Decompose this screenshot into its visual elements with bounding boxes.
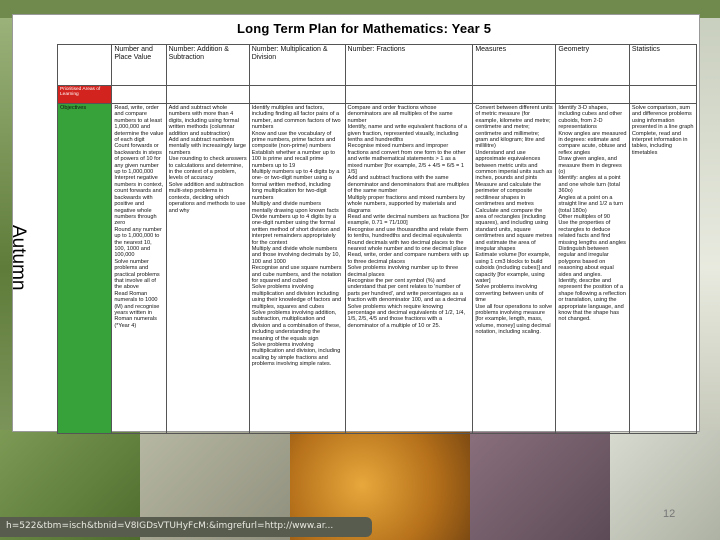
objective-text: Read Roman numerals to 1000 (M) and recognise years written in Roman numerals (*Year 4) bbox=[114, 290, 160, 329]
objective-text: Calculate and compare the area of rectangles (including squares), and including using standard units, square centimetres and square metres and estimate the area of irregular shapes bbox=[475, 207, 553, 252]
priority-cell bbox=[556, 86, 629, 104]
document-title: Long Term Plan for Mathematics: Year 5 bbox=[237, 21, 492, 36]
objective-text: Measure and calculate the perimeter of composite rectilinear shapes in centimetres and metres bbox=[475, 181, 541, 208]
objectives-label: Objectives bbox=[58, 104, 112, 434]
priority-cell bbox=[629, 86, 696, 104]
objective-text: Use all four operations to solve problems involving measure [for example, length, mass, volume, money] using decimal notation, including scaling. bbox=[475, 303, 553, 336]
objective-text: Identify 3-D shapes, including cubes and other cuboids, from 2-D representations bbox=[558, 105, 623, 131]
background-photo bbox=[610, 430, 720, 540]
objective-text: Other multiples of 90 bbox=[558, 213, 611, 220]
objectives-cell bbox=[556, 104, 629, 434]
priority-cell bbox=[345, 86, 473, 104]
objective-text: Identify: angles at a point and one whole turn (total 360o) bbox=[558, 175, 621, 195]
objectives-cell bbox=[629, 104, 696, 434]
objective-text: Add and subtract numbers mentally with increasingly large numbers bbox=[168, 137, 247, 156]
objective-text: Identify multiples and factors, including finding all factor pairs of a number, and common factors of two numbers bbox=[251, 105, 341, 131]
objective-text: Solve comparison, sum and difference problems using information presented in a line graph bbox=[631, 105, 694, 131]
column-header: Number: Multiplication & Division bbox=[249, 45, 345, 86]
header-row bbox=[58, 45, 697, 86]
objective-text: Know angles are measured in degrees: estimate and compare acute, obtuse and reflex angles bbox=[558, 130, 627, 156]
objective-text: Solve problems involving addition, subtraction, multiplication and division and a combination of these, including understanding the meaning of the equals sign bbox=[251, 310, 341, 342]
objective-text: Compare and order fractions whose denominators are all multiples of the same number bbox=[347, 105, 453, 124]
objective-text: Read, write, order and compare numbers with up to three decimal places bbox=[347, 252, 469, 265]
priority-cell bbox=[473, 86, 556, 104]
objective-text: Angles at a point on a straight line and 1/2 a turn (total 180o) bbox=[558, 194, 624, 214]
objective-text: Divide numbers up to 4 digits by a one-digit number using the formal written method of short division and interpret remainders appropriately for the context bbox=[251, 213, 340, 246]
objective-text: Recognise the per cent symbol (%) and understand that per cent relates to 'number of parts per hundred', and write percentages as a fraction with denominator 100, and as a decimal bbox=[347, 277, 467, 304]
objective-text: Recognise and use square numbers and cube numbers, and the notation for squared and cubed bbox=[251, 265, 342, 284]
objective-text: Interpret negative numbers in context, count forwards and backwards with positive and negative whole numbers through zero bbox=[114, 175, 164, 227]
objectives-cell bbox=[473, 104, 556, 434]
column-header: Geometry bbox=[556, 45, 629, 86]
column-header: Statistics bbox=[629, 45, 696, 86]
objective-text: Round any number up to 1,000,000 to the nearest 10, 100, 1000 and 100,000 bbox=[114, 226, 162, 259]
objective-text: Establish whether a number up to 100 is prime and recall prime numbers up to 19 bbox=[251, 149, 336, 169]
objective-text: Solve problems involving converting between units of time bbox=[475, 284, 544, 304]
objectives-cell bbox=[249, 104, 345, 434]
objective-text: Solve addition and subtraction multi-step problems in contexts, deciding which operations and methods to use and why bbox=[168, 181, 246, 214]
objective-text: Distinguish between regular and irregular polygons based on reasoning about equal sides and angles. bbox=[558, 245, 614, 278]
objectives-cell bbox=[112, 104, 166, 434]
objective-text: Know and use the vocabulary of prime numbers, prime factors and composite (non-prime) numbers bbox=[251, 130, 336, 150]
background-photo bbox=[470, 430, 610, 540]
season-label: Autumn bbox=[8, 225, 29, 291]
priority-cell bbox=[249, 86, 345, 104]
objective-text: Multiply proper fractions and mixed numbers by whole numbers, supported by materials and diagrams bbox=[347, 194, 466, 214]
column-header: Number: Fractions bbox=[345, 45, 473, 86]
column-header: Number and Place Value bbox=[112, 45, 166, 86]
priority-label: Prioritised Areas of Learning bbox=[58, 86, 112, 104]
objective-text: Solve number problems and practical problems that involve all of the above bbox=[114, 258, 160, 291]
objective-text: Solve problems involving number up to three decimal places bbox=[347, 265, 459, 278]
priority-cell bbox=[112, 86, 166, 104]
priority-row bbox=[58, 86, 697, 104]
slide-page-number: 12 bbox=[663, 508, 676, 520]
objective-text: Add and subtract fractions with the same denominator and denominators that are multiples of the same number bbox=[347, 175, 470, 195]
objective-text: Solve problems involving multiplication and division, including scaling by simple fractions and problems involving simple rates. bbox=[251, 342, 341, 368]
objective-text: Convert between different units of metric measure (for example, kilometre and metre; centimetre and metre; centimetre and millimetre; gram and kilogram; litre and millilitre) bbox=[475, 105, 553, 150]
long-term-plan-document bbox=[8, 14, 700, 432]
objective-text: Recognise and use thousandths and relate them to tenths, hundredths and decimal equivalents bbox=[347, 226, 468, 240]
plan-table bbox=[57, 44, 697, 434]
objectives-cell bbox=[345, 104, 473, 434]
objective-text: Multiply numbers up to 4 digits by a one- or two-digit number using a formal written method, including long multiplication for two-digit numbers bbox=[251, 169, 340, 201]
column-header: Number: Addition & Subtraction bbox=[166, 45, 249, 86]
objective-text: Draw given angles, and measure them in degrees (o) bbox=[558, 156, 622, 176]
objective-text: Solve problems which require knowing percentage and decimal equivalents of 1/2, 1/4, 1/5, 2/5, 4/5 and those fractions with a denominator of a multiple of 10 or 25. bbox=[347, 303, 466, 329]
objective-text: Understand and use approximate equivalences between metric units and common imperial units such as inches, pounds and pints bbox=[475, 149, 553, 182]
objective-text: Read and write decimal numbers as fractions [for example, 0.71 = 71/100] bbox=[347, 213, 470, 227]
objective-text: Identify, describe and represent the position of a shape following a reflection or translation, using the appropriate language, and know that the shape has not changed. bbox=[558, 277, 626, 323]
browser-status-url[interactable]: h=522&tbm=isch&tbnid=V8IGDsVTUHyFcM:&imgrefurl=http://www.ar... bbox=[0, 517, 372, 537]
objectives-cell bbox=[166, 104, 249, 434]
objective-text: Recognise mixed numbers and improper fractions and convert from one form to the other and write mathematical statements > 1 as a mixed number [for example, 2/5 + 4/5 = 6/5 = 1 1/5] bbox=[347, 143, 466, 176]
column-header: Measures bbox=[473, 45, 556, 86]
objective-text: Round decimals with two decimal places to the nearest whole number and to one decimal place bbox=[347, 239, 467, 252]
objective-text: Complete, read and interpret information in tables, including timetables bbox=[631, 130, 688, 156]
objective-text: Use the properties of rectangles to deduce related facts and find missing lengths and angles bbox=[558, 220, 626, 246]
objective-text: Solve problems involving multiplication and division including using their knowledge of factors and multiples, squares and cubes bbox=[251, 284, 342, 310]
corner-cell bbox=[58, 45, 112, 86]
priority-cell bbox=[166, 86, 249, 104]
objective-text: Add and subtract whole numbers with more than 4 digits, including using formal written methods (columnar addition and subtraction) bbox=[168, 105, 239, 137]
objective-text: Multiply and divide numbers mentally drawing upon known facts bbox=[251, 201, 339, 214]
objective-text: Estimate volume [for example, using 1 cm3 blocks to build cuboids (including cubes)] and capacity [for example, using water] bbox=[475, 252, 551, 284]
objectives-row bbox=[58, 104, 697, 434]
objective-text: Multiply and divide whole numbers and those involving decimals by 10, 100 and 1000 bbox=[251, 245, 340, 265]
objective-text: Read, write, order and compare numbers to at least 1,000,000 and determine the value of each digit bbox=[114, 105, 164, 144]
objective-text: Identify, name and write equivalent fractions of a given fraction, represented visually, including tenths and hundredths bbox=[347, 124, 468, 144]
objective-text: Count forwards or backwards in steps of powers of 10 for any given number up to 1,000,000 bbox=[114, 143, 162, 176]
objective-text: Use rounding to check answers to calculations and determine, in the context of a problem, levels of accuracy bbox=[168, 156, 247, 182]
